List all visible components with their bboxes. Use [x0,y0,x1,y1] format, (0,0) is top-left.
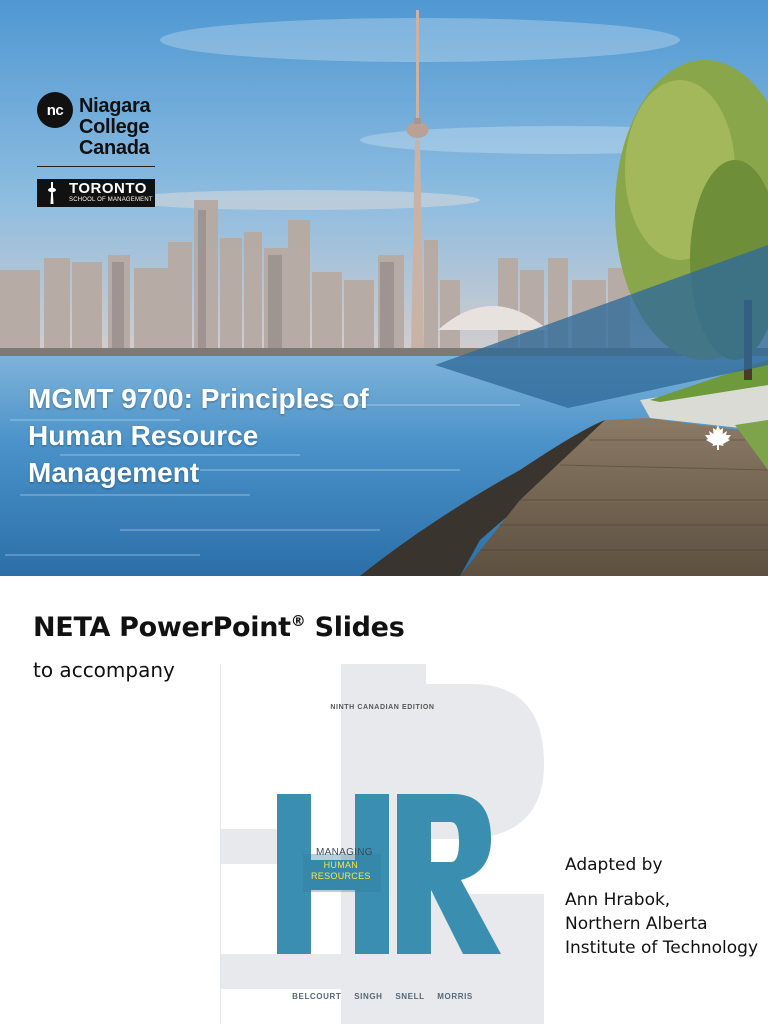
toronto-word: TORONTO [69,180,147,197]
accompany-text: to accompany [33,658,175,682]
neta-heading: NETA PowerPoint® Slides [33,612,405,643]
toronto-school-logo [37,179,155,207]
book-edition: NINTH CANADIAN EDITION [330,704,435,711]
nc-circle-icon: nc [37,92,73,128]
maple-leaf-icon [704,424,732,450]
book-cover [220,664,544,1024]
logo-divider [37,166,155,167]
slide-title: MGMT 9700: Principles of Human Resource Management [28,383,369,488]
book-title-managing: MANAGING [316,847,373,858]
adapter-name: Ann Hrabok, Northern Alberta Institute of Technology [565,890,759,958]
adapted-by-label: Adapted by [565,855,663,875]
cn-tower-icon [43,182,61,204]
hr-letters-graphic [221,664,544,1024]
neta-slide [0,576,768,1024]
college-name: Niagara College Canada [79,95,151,159]
book-authors: BELCOURT SINGH SNELL MORRIS [292,992,473,1001]
toronto-subtitle: SCHOOL OF MANAGEMENT [69,197,153,203]
book-title-hr: HUMAN RESOURCES [311,860,371,881]
